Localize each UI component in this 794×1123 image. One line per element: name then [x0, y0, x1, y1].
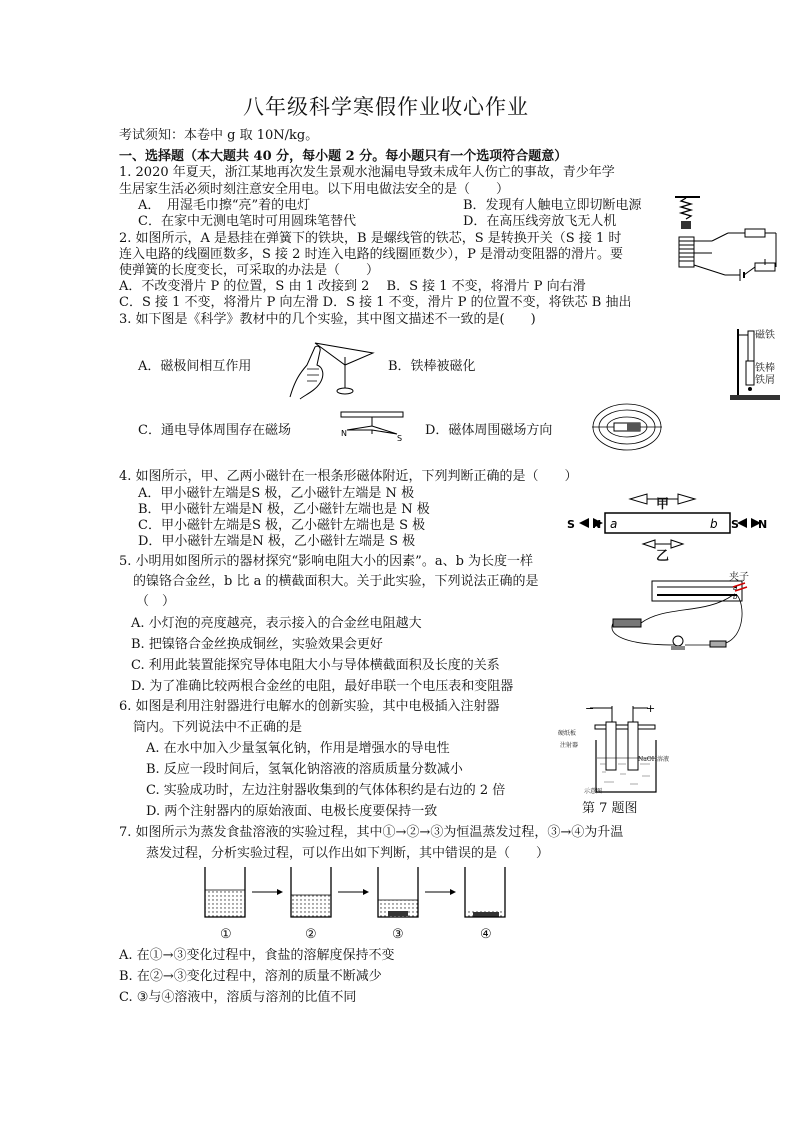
q3-line1: 3. 如下图是《科学》教材中的几个实验，其中图文描述不一致的是( ) — [119, 312, 536, 327]
q7-option-a: A. 在①→③变化过程中，食盐的溶解度保持不变 — [119, 948, 395, 963]
q3-option-d: D．磁体周围磁场方向 — [425, 423, 553, 438]
beakers-figure — [195, 862, 515, 924]
q4-line1: 4. 如图所示，甲、乙两小磁针在一根条形磁体附近，下列判断正确的是（ ） — [119, 469, 578, 484]
svg-text:b: b — [710, 517, 718, 531]
label-cardboard: 硬纸板 — [558, 730, 577, 737]
q5-line1: 5. 小明用如图所示的器材探究“影响电阻大小的因素”。a、b 为长度一样 — [119, 554, 534, 569]
label-yi: 乙 — [656, 549, 670, 564]
svg-text:+: + — [646, 702, 656, 715]
svg-text:N: N — [592, 518, 602, 531]
exam-notice: 考试须知：本卷中 g 取 10N/kg。 — [119, 128, 319, 143]
q1-option-b: B．发现有人触电立即切断电源 — [463, 198, 642, 213]
q1-line2: 生居家生活必须时刻注意安全用电。以下用电做法安全的是（ ） — [119, 182, 510, 197]
q4-option-d: D．甲小磁针左端是N 极，乙小磁针左端是 S 极 — [138, 534, 416, 549]
q6-option-c: C. 实验成功时，左边注射器收集到的气体体积约是右边的 2 倍 — [146, 783, 506, 798]
svg-text:a: a — [610, 517, 618, 531]
q2-line2: 连入电路的线圈匝数多，S 接 2 时连入电路的线圈匝数少），P 是滑动变阻器的滑片。要 — [119, 247, 623, 262]
q5-option-a: A. 小灯泡的亮度越亮，表示接入的合金丝电阻越大 — [131, 616, 422, 631]
q2-line1: 2. 如图所示，A 是悬挂在弹簧下的铁块，B 是螺线管的铁芯，S 是转换开关（S 接 1 时 — [119, 231, 622, 246]
label-iron-rod: 铁棒 — [755, 363, 775, 374]
page-title: 八年级科学寒假作业收心作业 — [243, 95, 529, 119]
q6-option-b: B. 反应一段时间后，氢氧化钠溶液的溶质质量分数减小 — [146, 762, 463, 777]
beaker-label-1: ① — [220, 927, 232, 942]
q6-option-a: A. 在水中加入少量氢氧化钠，作用是增强水的导电性 — [146, 741, 450, 756]
q4-option-a: A．甲小磁针左端是S 极，乙小磁针左端是 N 极 — [138, 486, 415, 501]
label-clip: 夹子 — [729, 572, 749, 583]
q3-option-c: C．通电导体周围存在磁场 — [138, 423, 291, 438]
q1-option-d: D．在高压线旁放飞无人机 — [463, 214, 617, 229]
q2-line4: A．不改变滑片 P 的位置，S 由 1 改接到 2 B．S 接 1 不变，将滑片 P 向右滑 — [119, 279, 586, 294]
q4-option-b: B．甲小磁针左端是N 极，乙小磁针左端也是 N 极 — [138, 502, 430, 517]
q1-line1: 1. 2020 年夏天，浙江某地再次发生景观水池漏电导致未成年人伤亡的事故，青少年学 — [119, 165, 615, 180]
svg-text:S: S — [731, 518, 739, 531]
resistance-circuit-figure — [605, 572, 765, 655]
label-jia: 甲 — [656, 497, 670, 512]
figure-caption: 第 7 题图 — [582, 801, 638, 816]
beaker-label-2: ② — [305, 927, 317, 942]
label-iron-filings: 铁屑 — [755, 375, 775, 386]
solenoid-circuit-figure — [670, 195, 780, 290]
label-naoh: NaOH溶液 — [638, 756, 669, 763]
q7-option-c: C. ③与④溶液中，溶质与溶剂的比值不同 — [119, 990, 357, 1005]
q1-option-c: C．在家中无测电笔时可用圆珠笔替代 — [138, 214, 356, 229]
q6-line1: 6. 如图是利用注射器进行电解水的创新实验，其中电极插入注射器 — [119, 699, 500, 714]
q7-line2: 蒸发过程，分析实验过程，可以作出如下判断，其中错误的是（ ） — [146, 846, 550, 861]
q5-option-d: D. 为了准确比较两根合金丝的电阻，最好串联一个电压表和变阻器 — [131, 679, 514, 694]
bar-magnet-figure — [565, 490, 770, 565]
label-diagram: 示意图 — [584, 788, 603, 795]
beaker-label-4: ④ — [480, 927, 492, 942]
q6-line2: 筒内。下列说法中不正确的是 — [133, 720, 303, 735]
hand-magnet-figure — [285, 335, 380, 400]
svg-text:N: N — [758, 518, 768, 531]
beaker-label-3: ③ — [392, 927, 404, 942]
q4-option-c: C．甲小磁针左端是S 极，乙小磁针左端也是 S 极 — [138, 518, 426, 533]
label-magnet: 磁铁 — [755, 330, 775, 341]
svg-text:−: − — [585, 702, 595, 715]
q5-line3: （ ） — [136, 594, 176, 609]
q3-option-a: A．磁极间相互作用 — [138, 359, 252, 374]
q7-option-b: B. 在②→③变化过程中，溶剂的质量不断减少 — [119, 969, 382, 984]
section-heading: 一、选择题（本大题共 40 分，每小题 2 分。每小题只有一个选项符合题意） — [119, 149, 568, 164]
q5-option-c: C. 利用此装置能探究导体电阻大小与导体横截面积及长度的关系 — [131, 658, 500, 673]
q2-line3: 使弹簧的长度变长，可采取的办法是（ ） — [119, 263, 380, 278]
q5-line2: 的镍铬合金丝，b 比 a 的横截面积大。关于此实验，下列说法正确的是 — [133, 574, 539, 589]
q5-option-b: B. 把镍铬合金丝换成铜丝，实验效果会更好 — [131, 637, 383, 652]
q3-option-b: B．铁棒被磁化 — [388, 359, 476, 374]
field-lines-figure — [592, 402, 662, 452]
q2-line5: C．S 接 1 不变，将滑片 P 向左滑 D．S 接 1 不变，滑片 P 的位置不变，将铁芯 B 抽出 — [119, 295, 632, 310]
svg-text:S: S — [567, 518, 575, 531]
q6-option-d: D. 两个注射器内的原始液面、电极长度要保持一致 — [146, 804, 438, 819]
svg-text:N: N — [341, 429, 347, 438]
q7-line1: 7. 如图所示为蒸发食盐溶液的实验过程，其中①→②→③为恒温蒸发过程，③→④为升温 — [119, 825, 624, 840]
svg-text:b: b — [733, 593, 738, 601]
svg-text:S: S — [397, 434, 403, 443]
wire-compass-figure — [335, 408, 410, 443]
stand-figure — [728, 327, 783, 402]
electrolysis-figure — [560, 700, 670, 815]
label-syringe: 注射器 — [560, 742, 579, 749]
svg-text:a: a — [733, 584, 738, 592]
q1-option-a: A． 用湿毛巾擦“亮”着的电灯 — [138, 198, 311, 213]
